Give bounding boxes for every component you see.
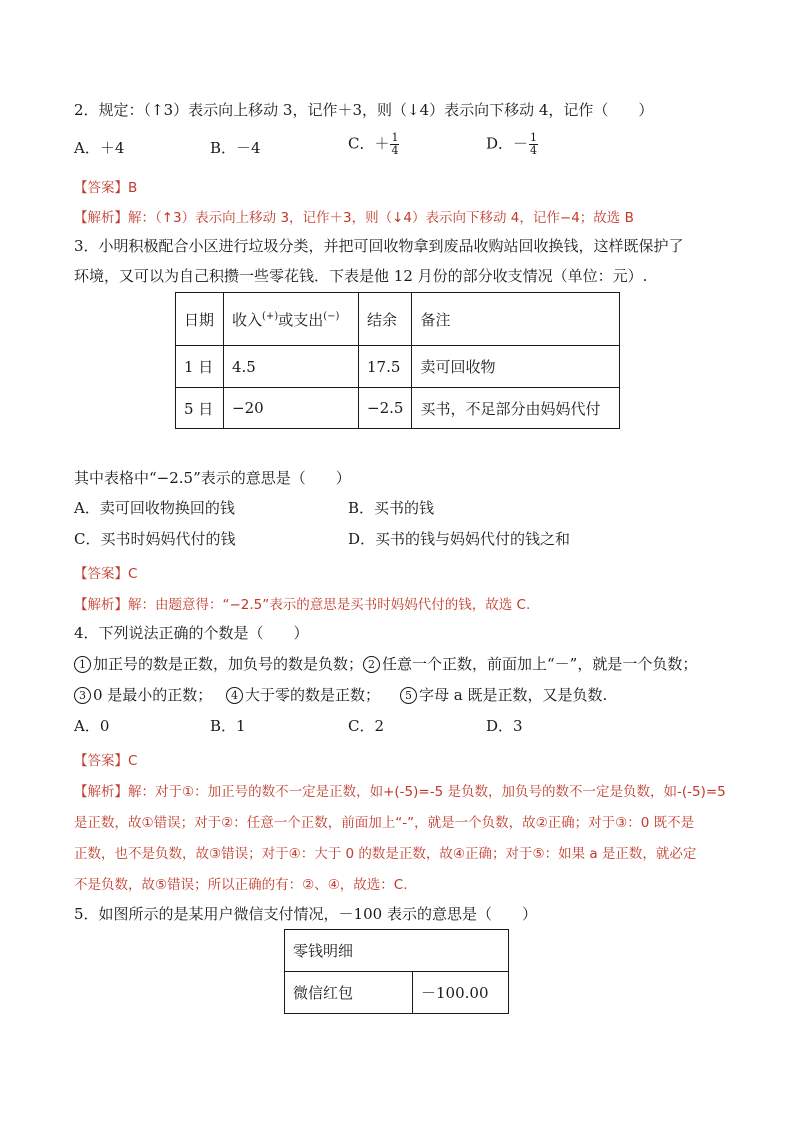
q4-analysis-line3: 正数，也不是负数，故③错误；对于④：大于 0 的数是正数，故④正确；对于⑤：如果 a 是正数，就必定: [74, 846, 697, 862]
table-header-row: [176, 293, 620, 346]
q4-statements-line1: [74, 654, 697, 674]
circled-number: 2: [363, 656, 380, 673]
circled-number: 5: [400, 687, 417, 704]
analysis-text: 解：由题意得：“−2.5”表示的意思是买书时妈妈代付的钱，故选 C.: [128, 597, 531, 613]
statement-1: 加正号的数是正数，加负号的数是负数；: [93, 655, 364, 673]
cell-note: 买书，不足部分由妈妈代付: [412, 388, 620, 429]
q4-analysis-line4: 不是负数，故⑤错误；所以正确的有：②、④，故选：C.: [74, 877, 408, 893]
statement-3: 0 是最小的正数；: [93, 686, 213, 704]
q4-option-b: B．1: [210, 717, 246, 735]
header-note: 备注: [412, 293, 620, 346]
q3-stem-line2: 环境，又可以为自己积攒一些零花钱．下表是他 12 月份的部分收支情况（单位：元）.: [74, 267, 648, 285]
q4-option-c: C．2: [348, 717, 385, 735]
q2-option-a: A．＋4: [74, 139, 125, 157]
q4-option-a: A．0: [74, 717, 110, 735]
q3-stem-line1: 3．小明积极配合小区进行垃圾分类，并把可回收物拿到废品收购站回收换钱，这样既保护了: [74, 237, 684, 255]
q5-wallet-table: [284, 929, 509, 1014]
q3-analysis: [74, 593, 530, 613]
fraction-denominator: 4: [530, 144, 538, 157]
cell-note: 卖可回收物: [412, 346, 620, 388]
circled-number: 4: [226, 687, 243, 704]
q3-ledger-table: [175, 292, 620, 429]
fraction-numerator: 1: [530, 131, 538, 144]
cell-date: 5 日: [176, 388, 224, 429]
q2-option-d-prefix: D．－: [486, 134, 529, 153]
q4-statements-line2: [74, 685, 212, 705]
header-date: 日期: [176, 293, 224, 346]
q4-statement-4-wrap: [226, 685, 380, 705]
circled-number: 1: [74, 656, 91, 673]
wallet-value: －100.00: [413, 972, 509, 1014]
q3-answer: 【答案】C: [74, 566, 138, 582]
q4-analysis-line1: [74, 780, 726, 800]
q2-option-b: B．－4: [210, 139, 261, 157]
q5-stem: 5．如图所示的是某用户微信支付情况，－100 表示的意思是（ ）: [74, 905, 537, 923]
q2-stem: 2．规定：（↑3）表示向上移动 3，记作＋3，则（↓4）表示向下移动 4，记作（ ）: [74, 101, 654, 119]
cell-amount: −20: [224, 388, 359, 429]
q2-analysis: [74, 206, 634, 226]
statement-4: 大于零的数是正数；: [245, 686, 381, 704]
cell-date: 1 日: [176, 346, 224, 388]
wallet-title: 零钱明细: [285, 930, 509, 972]
fraction: [529, 132, 538, 157]
q3-option-b: B．买书的钱: [348, 499, 435, 517]
fraction-numerator: 1: [391, 131, 399, 144]
circled-number: 3: [74, 687, 91, 704]
table-row: [285, 972, 509, 1014]
cell-balance: −2.5: [359, 388, 412, 429]
fraction-denominator: 4: [391, 144, 399, 157]
q4-answer: 【答案】C: [74, 753, 138, 769]
analysis-tag: 【解析】: [74, 210, 128, 226]
analysis-tag: 【解析】: [74, 597, 128, 613]
q4-stem: 4．下列说法正确的个数是（ ）: [74, 624, 309, 642]
table-row: [176, 388, 620, 429]
q4-analysis-line2: 是正数，故①错误；对于②：任意一个正数，前面加上“-”，就是一个负数，故②正确；对于③：0 既不是: [74, 815, 695, 831]
q3-option-a: A．卖可回收物换回的钱: [74, 499, 235, 517]
q2-option-d: [486, 132, 538, 157]
header-income-expense: 收入(+)或支出(−): [224, 293, 359, 346]
analysis-tag: 【解析】: [74, 784, 128, 800]
statement-2: 任意一个正数，前面加上“－”，就是一个负数；: [382, 655, 698, 673]
statement-5: 字母 a 既是正数，又是负数.: [419, 686, 608, 704]
fraction: [390, 132, 399, 157]
cell-amount: 4.5: [224, 346, 359, 388]
q2-answer: 【答案】B: [74, 180, 138, 196]
q4-option-d: D．3: [486, 717, 523, 735]
q4-statement-5-wrap: [400, 685, 607, 705]
analysis-text: 解：对于①：加正号的数不一定是正数，如+(-5)=-5 是负数，加负号的数不一定是负数，如-(-5)=5: [128, 784, 726, 800]
wallet-label: 微信红包: [285, 972, 413, 1014]
table-row: [176, 346, 620, 388]
q3-question: 其中表格中“−2.5”表示的意思是（ ）: [74, 469, 351, 487]
q2-option-c-prefix: C．＋: [348, 134, 390, 153]
analysis-text: 解：（↑3）表示向上移动 3，记作＋3，则（↓4）表示向下移动 4，记作−4；故选 B: [128, 210, 634, 226]
table-header-row: [285, 930, 509, 972]
q2-option-c: [348, 132, 399, 157]
cell-balance: 17.5: [359, 346, 412, 388]
q3-option-c: C．买书时妈妈代付的钱: [74, 530, 236, 548]
header-balance: 结余: [359, 293, 412, 346]
q3-option-d: D．买书的钱与妈妈代付的钱之和: [348, 530, 571, 548]
